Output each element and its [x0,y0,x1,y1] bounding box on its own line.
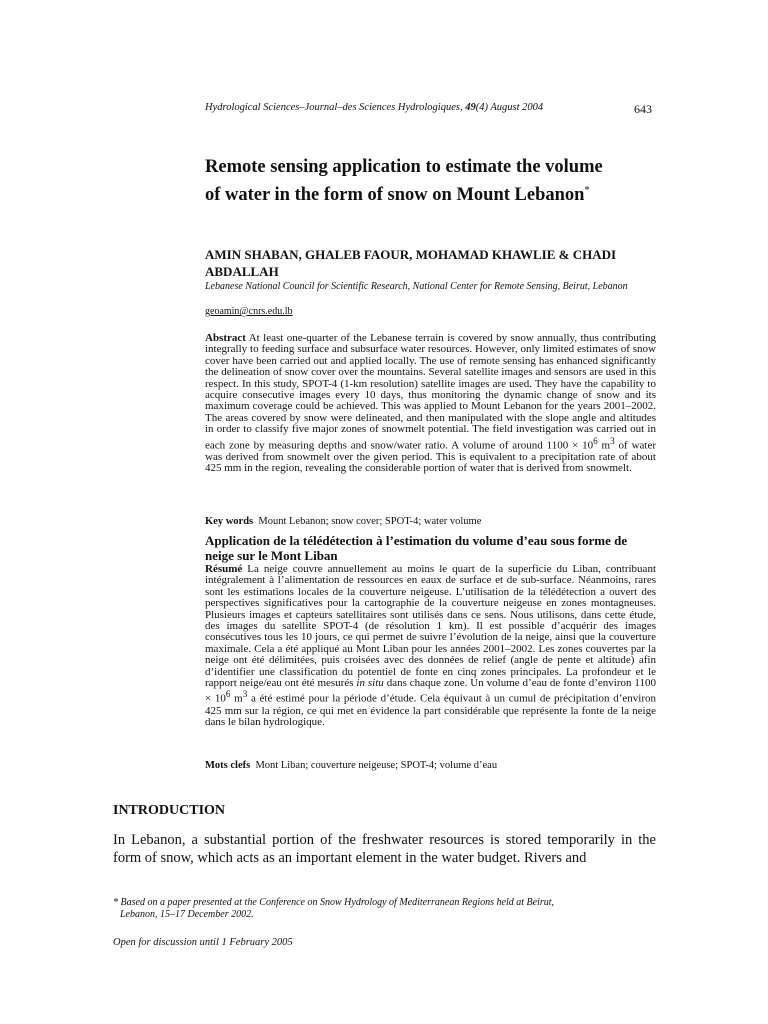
author-affiliation: Lebanese National Council for Scientific Research, National Center for Remote Sensing, Beirut, Lebanon [205,281,628,292]
discussion-note: Open for discussion until 1 February 2005 [113,937,293,948]
resume-text-3: m [230,693,243,706]
title-line-1: Remote sensing application to estimate the volume [205,157,603,177]
running-head [205,102,655,113]
article-title [205,156,675,207]
author-email-link[interactable]: geoamin@cnrs.edu.lb [205,306,293,317]
abstract-exponent-1: 6 [593,435,598,446]
mots-clefs-line [205,760,656,771]
footnote-line-1: * Based on a paper presented at the Conference on Snow Hydrology of Mediterranean Regions held at Beirut, [113,897,555,908]
mots-clefs-text: Mont Liban; couverture neigeuse; SPOT-4; volume d’eau [255,760,498,771]
page-number: 643 [634,102,652,116]
resume-in-situ: in situ [356,677,384,690]
keywords-line [205,516,656,527]
abstract-exponent-2: 3 [610,435,615,446]
abstract-text-3: of water was derived from snowmelt over the given period. This is equivalent to a precipitation rate of about 425 mm in the region, revealing the considerable portion of water that is derived from snowmelt. [205,439,656,475]
resume-text-4: a été estimé pour la période d’étude. Cela équivaut à un cumul de précipitation d’environ 425 mm sur la région, ce qui met en évidence la part considérable que représente la fonte de la neige dans le bilan hydrologique. [205,693,656,728]
resume-exponent-1: 6 [225,689,231,700]
abstract-text-2: m [597,439,611,452]
keywords-label: Key words [205,516,254,527]
introduction-paragraph: In Lebanon, a substantial portion of the freshwater resources is stored temporarily in the form of snow, which acts as an important element in the water budget. Rivers and [113,832,656,866]
journal-volume: 49 [465,102,476,113]
introduction-heading: INTRODUCTION [113,803,226,818]
french-title: Application de la télédétection à l’estimation du volume d’eau sous forme de neige sur le Mont Liban [205,533,628,563]
abstract-label: Abstract [205,332,246,344]
resume-text-1: La neige couvre annuellement au moins le quart de la superficie du Liban, contribuant intégralement à l’alimentation de ressources en eaux de surface et de sub-surface. Néanmoins, rares sont les estimations locales de la couverture neigeuse. L’utilisation de la télédétection a ouvert des perspectives significatives pour la cartographie de la couverture neigeuse en zones montagneuses. Plusieurs images et capteurs satellitaires sont utilisés dans ce sens. Nous utilisons, dans cette étude, des images du satellite SPOT-4 (de résolution 1 km). Il est possible d’acquérir des images consécutives tous les 10 jours, ce qui permet de suivre l’évolution de la neige, ainsi que la couverture maximale. Cela a été appliqué au Mont Liban pour les années 2001–2002. Les zones couvertes par la neige ont été délimitées, puis croisées avec des données de relief (angle de pente et altitude) afin d’identifier une classification du potentiel de fonte en cinq zones principales. La profondeur et le rapport neige/eau ont été mesurés [205,563,656,690]
resume-label: Résumé [205,563,243,575]
keywords-text: Mount Lebanon; snow cover; SPOT-4; water volume [258,516,482,527]
journal-issue-date: (4) August 2004 [475,102,544,113]
title-footnote-marker: * [584,185,590,196]
resume-paragraph [205,564,656,728]
footnote [113,897,643,921]
abstract-paragraph [205,333,656,475]
journal-name: Hydrological Sciences–Journal–des Sciences Hydrologiques, [205,102,463,113]
title-line-2: of water in the form of snow on Mount Lebanon [205,185,585,206]
mots-clefs-label: Mots clefs [205,760,251,771]
author-list: AMIN SHABAN, GHALEB FAOUR, MOHAMAD KHAWLIE & CHADI ABDALLAH [205,247,617,279]
abstract-text-1: At least one-quarter of the Lebanese terrain is covered by snow annually, thus contributing integrally to feeding surface and subsurface water resources. However, only limited estimates of snow cover have been carried out and applied locally. The use of remote sensing has enhanced significantly the delineation of snow cover over the mountains. Several satellite images and sensors are used in this respect. In this study, SPOT-4 (1-km resolution) satellite images are used. They have the capability to acquire consecutive images every 10 days, thus monitoring the dynamic change of snow and its maximum coverage could be achieved. This was applied to Mount Lebanon for the years 2001–2002. The areas covered by snow were delineated, and then manipulated with the slope angle and altitudes in order to classify five major zones of snowmelt potential. The field investigation was carried out in each zone by measuring depths and snow/water ratio. A volume of around 1100 × 10 [205,332,656,452]
resume-text-2: dans chaque zone. Un volume d’eau de fonte d’environ 1100 × 10 [205,677,656,706]
resume-exponent-2: 3 [242,689,248,700]
footnote-line-2: Lebanon, 15–17 December 2002. [120,909,254,920]
